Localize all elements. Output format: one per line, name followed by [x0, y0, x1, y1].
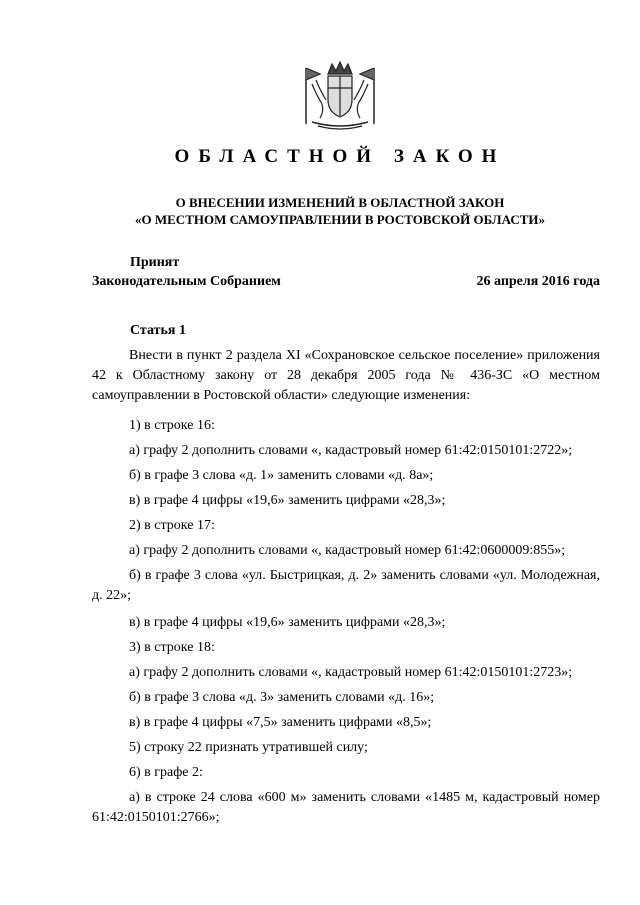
article-paragraph: 1) в строке 16:	[129, 418, 215, 433]
article-paragraph: а) в строке 24 слова «600 м» заменить словами «1485 м, кадастровый номер 61:42:0150101:2766»;	[92, 790, 600, 825]
article-paragraph: а) графу 2 дополнить словами «, кадастровый номер 61:42:0150101:2723»;	[129, 665, 573, 680]
article-paragraph: в) в графе 4 цифры «19,6» заменить цифрами «28,3»;	[129, 493, 446, 508]
article-paragraph: 5) строку 22 признать утратившей силу;	[129, 740, 368, 755]
article-paragraph: б) в графе 3 слова «д. 3» заменить словами «д. 16»;	[129, 690, 435, 705]
article-paragraph: б) в графе 3 слова «д. 1» заменить словами «д. 8а»;	[129, 468, 434, 483]
article-paragraph: 6) в графе 2:	[129, 765, 203, 780]
article-paragraph: 3) в строке 18:	[129, 640, 215, 655]
adoption-date: 26 апреля 2016 года	[476, 274, 600, 289]
article-paragraph: в) в графе 4 цифры «19,6» заменить цифрами «28,3»;	[129, 615, 446, 630]
adopted-by: Законодательным Собранием	[92, 274, 281, 289]
article-paragraph: 2) в строке 17:	[129, 518, 215, 533]
article-paragraph: а) графу 2 дополнить словами «, кадастровый номер 61:42:0150101:2722»;	[129, 443, 573, 458]
document-subtitle	[0, 194, 640, 228]
document-title: ОБЛАСТНОЙ ЗАКОН	[174, 146, 506, 167]
article-paragraph: а) графу 2 дополнить словами «, кадастровый номер 61:42:0600009:855»;	[129, 543, 566, 558]
coat-of-arms-emblem	[298, 60, 382, 132]
article-title: Статья 1	[130, 323, 186, 338]
subtitle-line-2: «О МЕСТНОМ САМОУПРАВЛЕНИИ В РОСТОВСКОЙ ОБЛАСТИ»	[135, 212, 545, 227]
article-paragraph: Внести в пункт 2 раздела XI «Сохрановское сельское поселение» приложения 42 к Областному закону от 28 декабря 2005 года № 436-ЗС «О местном самоуправлении в Ростовской области» следующие изменения:	[92, 348, 600, 403]
adopted-label: Принят	[130, 255, 180, 270]
subtitle-line-1: О ВНЕСЕНИИ ИЗМЕНЕНИЙ В ОБЛАСТНОЙ ЗАКОН	[175, 195, 505, 210]
article-paragraph: б) в графе 3 слова «ул. Быстрицкая, д. 2» заменить словами «ул. Молодежная, д. 22»;	[92, 568, 600, 603]
article-paragraph: в) в графе 4 цифры «7,5» заменить цифрами «8,5»;	[129, 715, 432, 730]
